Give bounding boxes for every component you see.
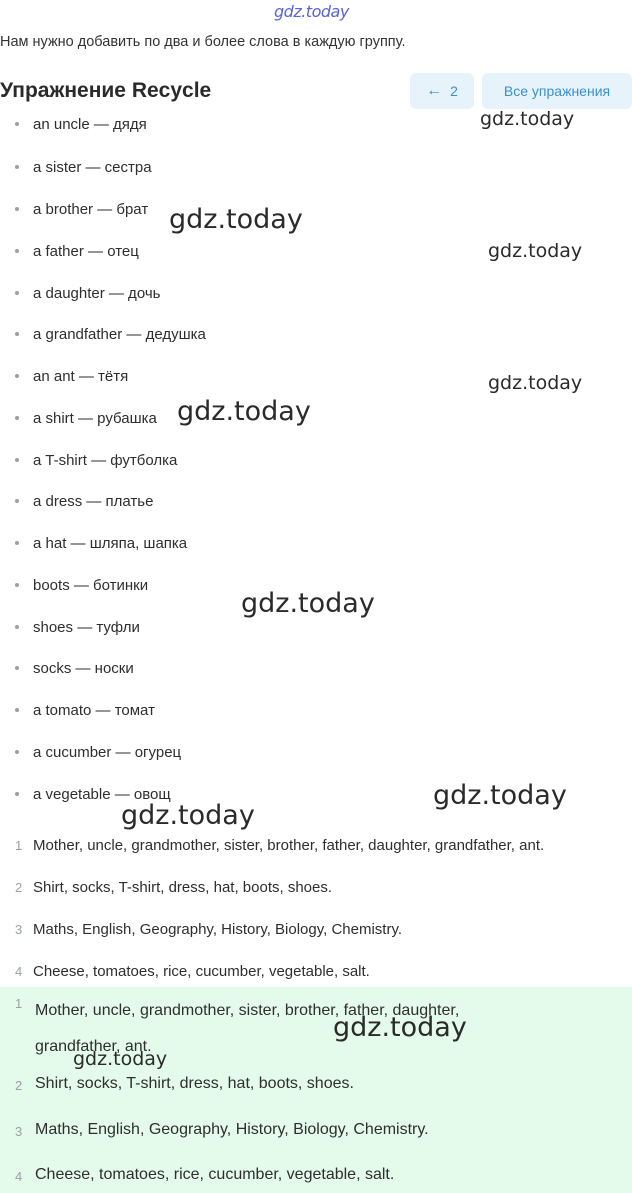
watermark: gdz.today bbox=[480, 108, 575, 130]
bullet-icon bbox=[15, 750, 19, 754]
bullet-icon bbox=[15, 583, 19, 587]
list-item: boots — ботинки bbox=[15, 575, 148, 595]
list-item: a father — отец bbox=[15, 241, 139, 261]
bullet-icon bbox=[15, 332, 19, 336]
intro-text: Нам нужно добавить по два и более слова в каждую группу. bbox=[0, 34, 406, 50]
numbered-item: 2 Shirt, socks, T-shirt, dress, hat, boots, shoes. bbox=[15, 878, 333, 896]
list-item: socks — носки bbox=[15, 658, 134, 678]
bullet-icon bbox=[15, 666, 19, 670]
prev-exercise-button[interactable] bbox=[410, 73, 474, 109]
list-item: an uncle — дядя bbox=[15, 114, 147, 134]
prev-exercise-label: 2 bbox=[450, 83, 458, 99]
list-item: a hat — шляпа, шапка bbox=[15, 533, 187, 553]
watermark: gdz.today bbox=[73, 1048, 168, 1070]
all-exercises-label: Все упражнения bbox=[503, 83, 611, 99]
bullet-icon bbox=[15, 625, 19, 629]
list-item: shoes — туфли bbox=[15, 617, 140, 637]
answer-item: 1 Mother, uncle, grandmother, sister, brother, father, daughter, grandfather, ant. bbox=[15, 996, 460, 1055]
bullet-icon bbox=[15, 207, 19, 211]
page-title: Упражнение Recycle bbox=[0, 79, 212, 102]
bullet-icon bbox=[15, 122, 19, 126]
list-item: a dress — платье bbox=[15, 491, 153, 511]
numbered-item: 1 Mother, uncle, grandmother, sister, brother, father, daughter, grandfather, ant. bbox=[15, 836, 545, 854]
site-logo[interactable]: gdz.today bbox=[274, 2, 349, 21]
list-item: a daughter — дочь bbox=[15, 283, 160, 303]
list-item: a vegetable — овощ bbox=[15, 784, 171, 804]
bullet-icon bbox=[15, 499, 19, 503]
numbered-item: 4 Cheese, tomatoes, rice, cucumber, vegetable, salt. bbox=[15, 962, 370, 980]
bullet-icon bbox=[15, 792, 19, 796]
list-item: an ant — тётя bbox=[15, 366, 128, 386]
bullet-icon bbox=[15, 708, 19, 712]
bullet-icon bbox=[15, 458, 19, 462]
watermark: gdz.today bbox=[488, 240, 583, 262]
bullet-icon bbox=[15, 165, 19, 169]
answer-item: 4 Cheese, tomatoes, rice, cucumber, vegetable, salt. bbox=[15, 1166, 395, 1184]
watermark: gdz.today bbox=[488, 372, 583, 394]
watermark: gdz.today bbox=[333, 1012, 467, 1043]
bullet-icon bbox=[15, 416, 19, 420]
watermark: gdz.today bbox=[433, 780, 567, 811]
watermark: gdz.today bbox=[177, 396, 311, 427]
list-item: a brother — брат bbox=[15, 199, 148, 219]
watermark: gdz.today bbox=[169, 204, 303, 235]
list-item: a grandfather — дедушка bbox=[15, 324, 206, 344]
answer-item: 3 Maths, English, Geography, History, Biology, Chemistry. bbox=[15, 1121, 429, 1139]
bullet-icon bbox=[15, 249, 19, 253]
list-item: a T-shirt — футболка bbox=[15, 450, 177, 470]
bullet-icon bbox=[15, 291, 19, 295]
all-exercises-button[interactable] bbox=[482, 73, 632, 109]
arrow-left-icon: ← bbox=[426, 82, 443, 99]
bullet-icon bbox=[15, 541, 19, 545]
bullet-icon bbox=[15, 374, 19, 378]
watermark: gdz.today bbox=[121, 800, 255, 831]
list-item: a tomato — томат bbox=[15, 700, 155, 720]
list-item: a sister — сестра bbox=[15, 157, 152, 177]
answer-box bbox=[0, 987, 632, 1193]
list-item: a cucumber — огурец bbox=[15, 742, 181, 762]
answer-item: 2 Shirt, socks, T-shirt, dress, hat, boots, shoes. bbox=[15, 1075, 354, 1093]
list-item: a shirt — рубашка bbox=[15, 408, 157, 428]
watermark: gdz.today bbox=[241, 588, 375, 619]
numbered-item: 3 Maths, English, Geography, History, Biology, Chemistry. bbox=[15, 920, 403, 938]
